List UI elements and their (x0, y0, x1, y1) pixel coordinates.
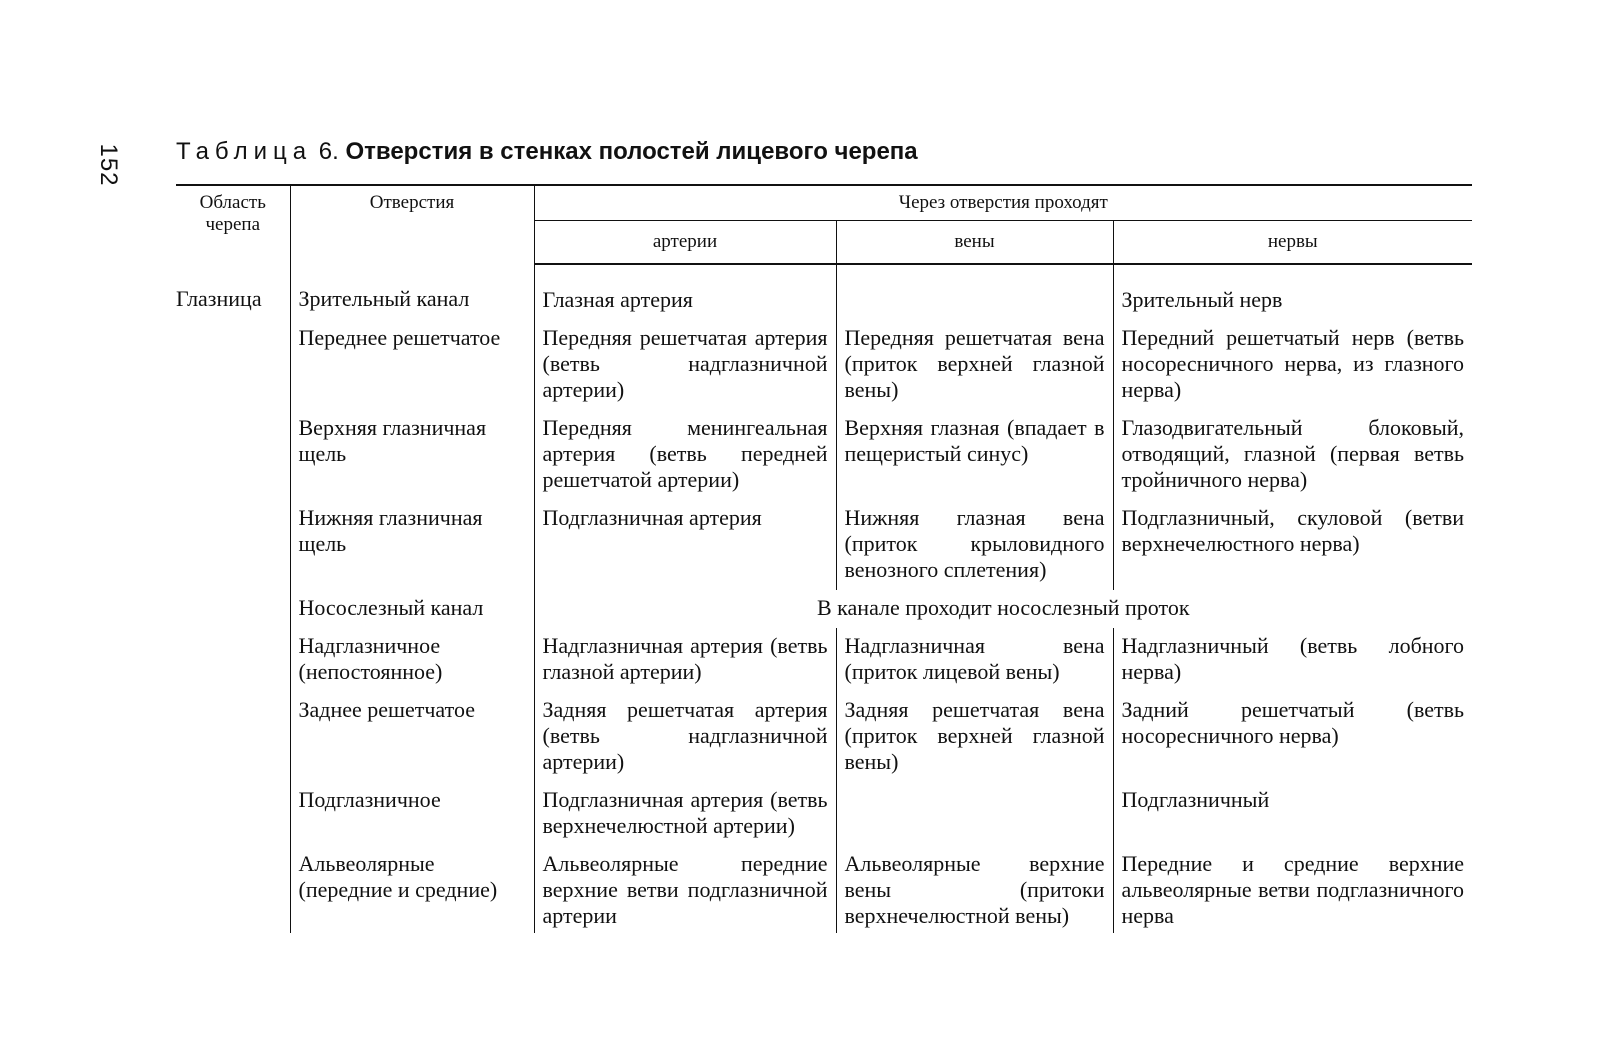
artery-cell: Подглазничная артерия (534, 500, 836, 590)
vein-cell: Альвеолярные верхние вены (притоки верхнечелюстной вены) (836, 846, 1113, 933)
opening-cell: Переднее решетчатое (290, 320, 534, 410)
nerve-cell: Передние и средние верхние альвеолярные ветви подглазничного нерва (1113, 846, 1472, 933)
vein-cell: Верхняя глазная (впадает в пещеристый синус) (836, 410, 1113, 500)
vein-cell: Надглазничная вена (приток лицевой вены) (836, 628, 1113, 692)
nerve-cell: Зрительный нерв (1113, 264, 1472, 320)
nerve-cell: Глазодвигательный блоковый, отводящий, глазной (первая ветвь тройничного нерва) (1113, 410, 1472, 500)
opening-cell: Альвеолярные (передние и средние) (290, 846, 534, 933)
header-veins: вены (836, 221, 1113, 265)
table-row (176, 500, 1472, 590)
table-row (176, 590, 1472, 628)
opening-cell: Надглазничное (непостоянное) (290, 628, 534, 692)
vein-cell (836, 782, 1113, 846)
vein-cell: Передняя решетчатая вена (приток верхней глазной вены) (836, 320, 1113, 410)
vein-cell: Задняя решетчатая вена (приток верхней глазной вены) (836, 692, 1113, 782)
artery-cell: Надглазничная артерия (ветвь глазной артерии) (534, 628, 836, 692)
table-row (176, 782, 1472, 846)
table-row (176, 846, 1472, 933)
nerve-cell: Подглазничный, скуловой (ветви верхнечелюстного нерва) (1113, 500, 1472, 590)
table-row (176, 692, 1472, 782)
opening-cell: Верхняя глазничная щель (290, 410, 534, 500)
artery-cell: Передняя менингеальная артерия (ветвь передней решетчатой артерии) (534, 410, 836, 500)
header-openings: Отверстия (290, 185, 534, 264)
artery-cell: Передняя решетчатая артерия (ветвь надглазничной артерии) (534, 320, 836, 410)
nerve-cell: Задний решетчатый (ветвь носоресничного нерва) (1113, 692, 1472, 782)
table-row (176, 410, 1472, 500)
table-row (176, 628, 1472, 692)
vein-cell (836, 264, 1113, 320)
table-row (176, 320, 1472, 410)
artery-cell: Глазная артерия (534, 264, 836, 320)
table-body (176, 264, 1472, 933)
header-nerves: нервы (1113, 221, 1472, 265)
page-number: 152 (95, 143, 122, 187)
artery-cell: Альвеолярные передние верхние ветви подглазничной артерии (534, 846, 836, 933)
table-caption (176, 138, 918, 166)
opening-cell: Заднее решетчатое (290, 692, 534, 782)
vein-cell: Нижняя глазная вена (приток крыловидного венозного сплетения) (836, 500, 1113, 590)
opening-cell: Подглазничное (290, 782, 534, 846)
opening-cell: Нижняя глазничная щель (290, 500, 534, 590)
caption-number: 6. (318, 138, 339, 165)
table-row (176, 264, 1472, 320)
nerve-cell: Подглазничный (1113, 782, 1472, 846)
header-through: Через отверстия проходят (534, 185, 1472, 221)
header-region: Область черепа (176, 185, 290, 264)
opening-cell: Носослезный канал (290, 590, 534, 628)
table-header (176, 185, 1472, 264)
openings-table (176, 184, 1472, 933)
span-cell: В канале проходит носослезный проток (534, 590, 1472, 628)
artery-cell: Задняя решетчатая артерия (ветвь надглазничной артерии) (534, 692, 836, 782)
nerve-cell: Надглазничный (ветвь лобного нерва) (1113, 628, 1472, 692)
header-arteries: артерии (534, 221, 836, 265)
region-cell: Глазница (176, 286, 262, 311)
artery-cell: Подглазничная артерия (ветвь верхнечелюстной артерии) (534, 782, 836, 846)
caption-label: Таблица (176, 138, 313, 165)
nerve-cell: Передний решетчатый нерв (ветвь носоресничного нерва, из глазного нерва) (1113, 320, 1472, 410)
caption-title: Отверстия в стенках полостей лицевого черепа (345, 138, 918, 165)
opening-cell: Зрительный канал (290, 264, 534, 320)
